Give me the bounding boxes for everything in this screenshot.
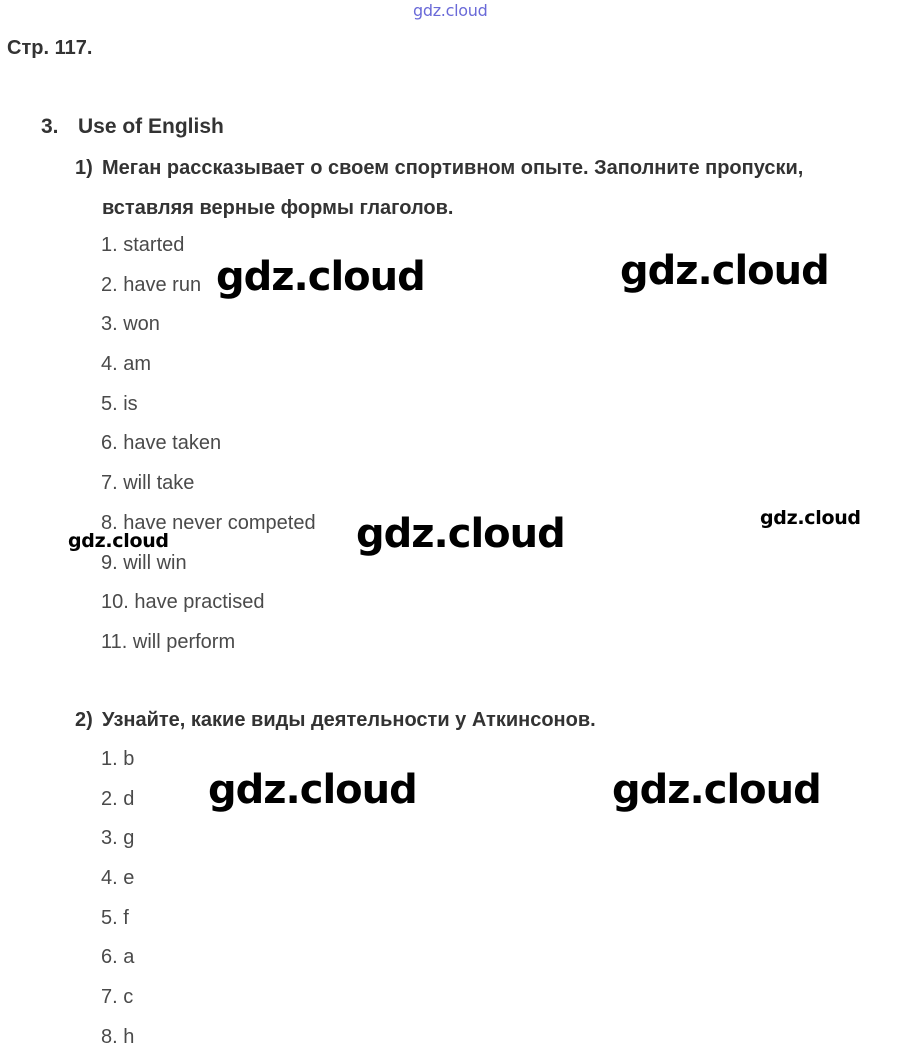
answer-item: 8. h (101, 1025, 135, 1048)
answer-item: 5. is (101, 392, 138, 415)
watermark: gdz.cloud (760, 507, 861, 529)
section-number: 3. (41, 115, 59, 138)
task-1-text (102, 148, 902, 228)
answer-item: 1. started (101, 234, 185, 256)
watermark: gdz.cloud (620, 248, 829, 294)
answer-item: 3. won (101, 313, 160, 336)
answer-item: 6. a (101, 946, 135, 969)
watermark: gdz.cloud (208, 767, 417, 813)
task-2-number: 2) (75, 709, 93, 731)
answer-item: 7. c (101, 986, 134, 1009)
answer-item: 6. have taken (101, 432, 222, 455)
task-1-text-line-2: вставляя верные формы глаголов. (102, 197, 454, 219)
answer-item: 4. am (101, 353, 152, 376)
task-2-answer-list (101, 740, 134, 1058)
answer-item: 5. f (101, 906, 129, 929)
answer-item: 10. have practised (101, 591, 265, 614)
answer-item: 2. d (101, 787, 135, 810)
watermark: gdz.cloud (68, 530, 169, 552)
task-1-number: 1) (75, 157, 93, 179)
task-2-text: Узнайте, какие виды деятельности у Аткинсонов. (102, 709, 596, 731)
section-title: Use of English (78, 115, 224, 138)
watermark-top: gdz.cloud (413, 1, 488, 20)
answer-item: 9. will win (101, 551, 187, 574)
answer-item: 4. e (101, 867, 135, 890)
answer-item: 7. will take (101, 472, 195, 495)
answer-item: 11. will perform (101, 630, 236, 653)
task-1-text-line-1: Меган рассказывает о своем спортивном опыте. Заполните пропуски, (102, 157, 804, 179)
page-label: Стр. 117. (7, 37, 93, 59)
answer-item: 2. have run (101, 273, 202, 296)
answer-item: 1. b (101, 748, 135, 770)
answer-item: 8. have never competed (101, 511, 316, 534)
watermark: gdz.cloud (216, 254, 425, 300)
watermark: gdz.cloud (356, 511, 565, 557)
section-heading (41, 115, 224, 139)
answer-item: 3. g (101, 827, 135, 850)
watermark: gdz.cloud (612, 767, 821, 813)
